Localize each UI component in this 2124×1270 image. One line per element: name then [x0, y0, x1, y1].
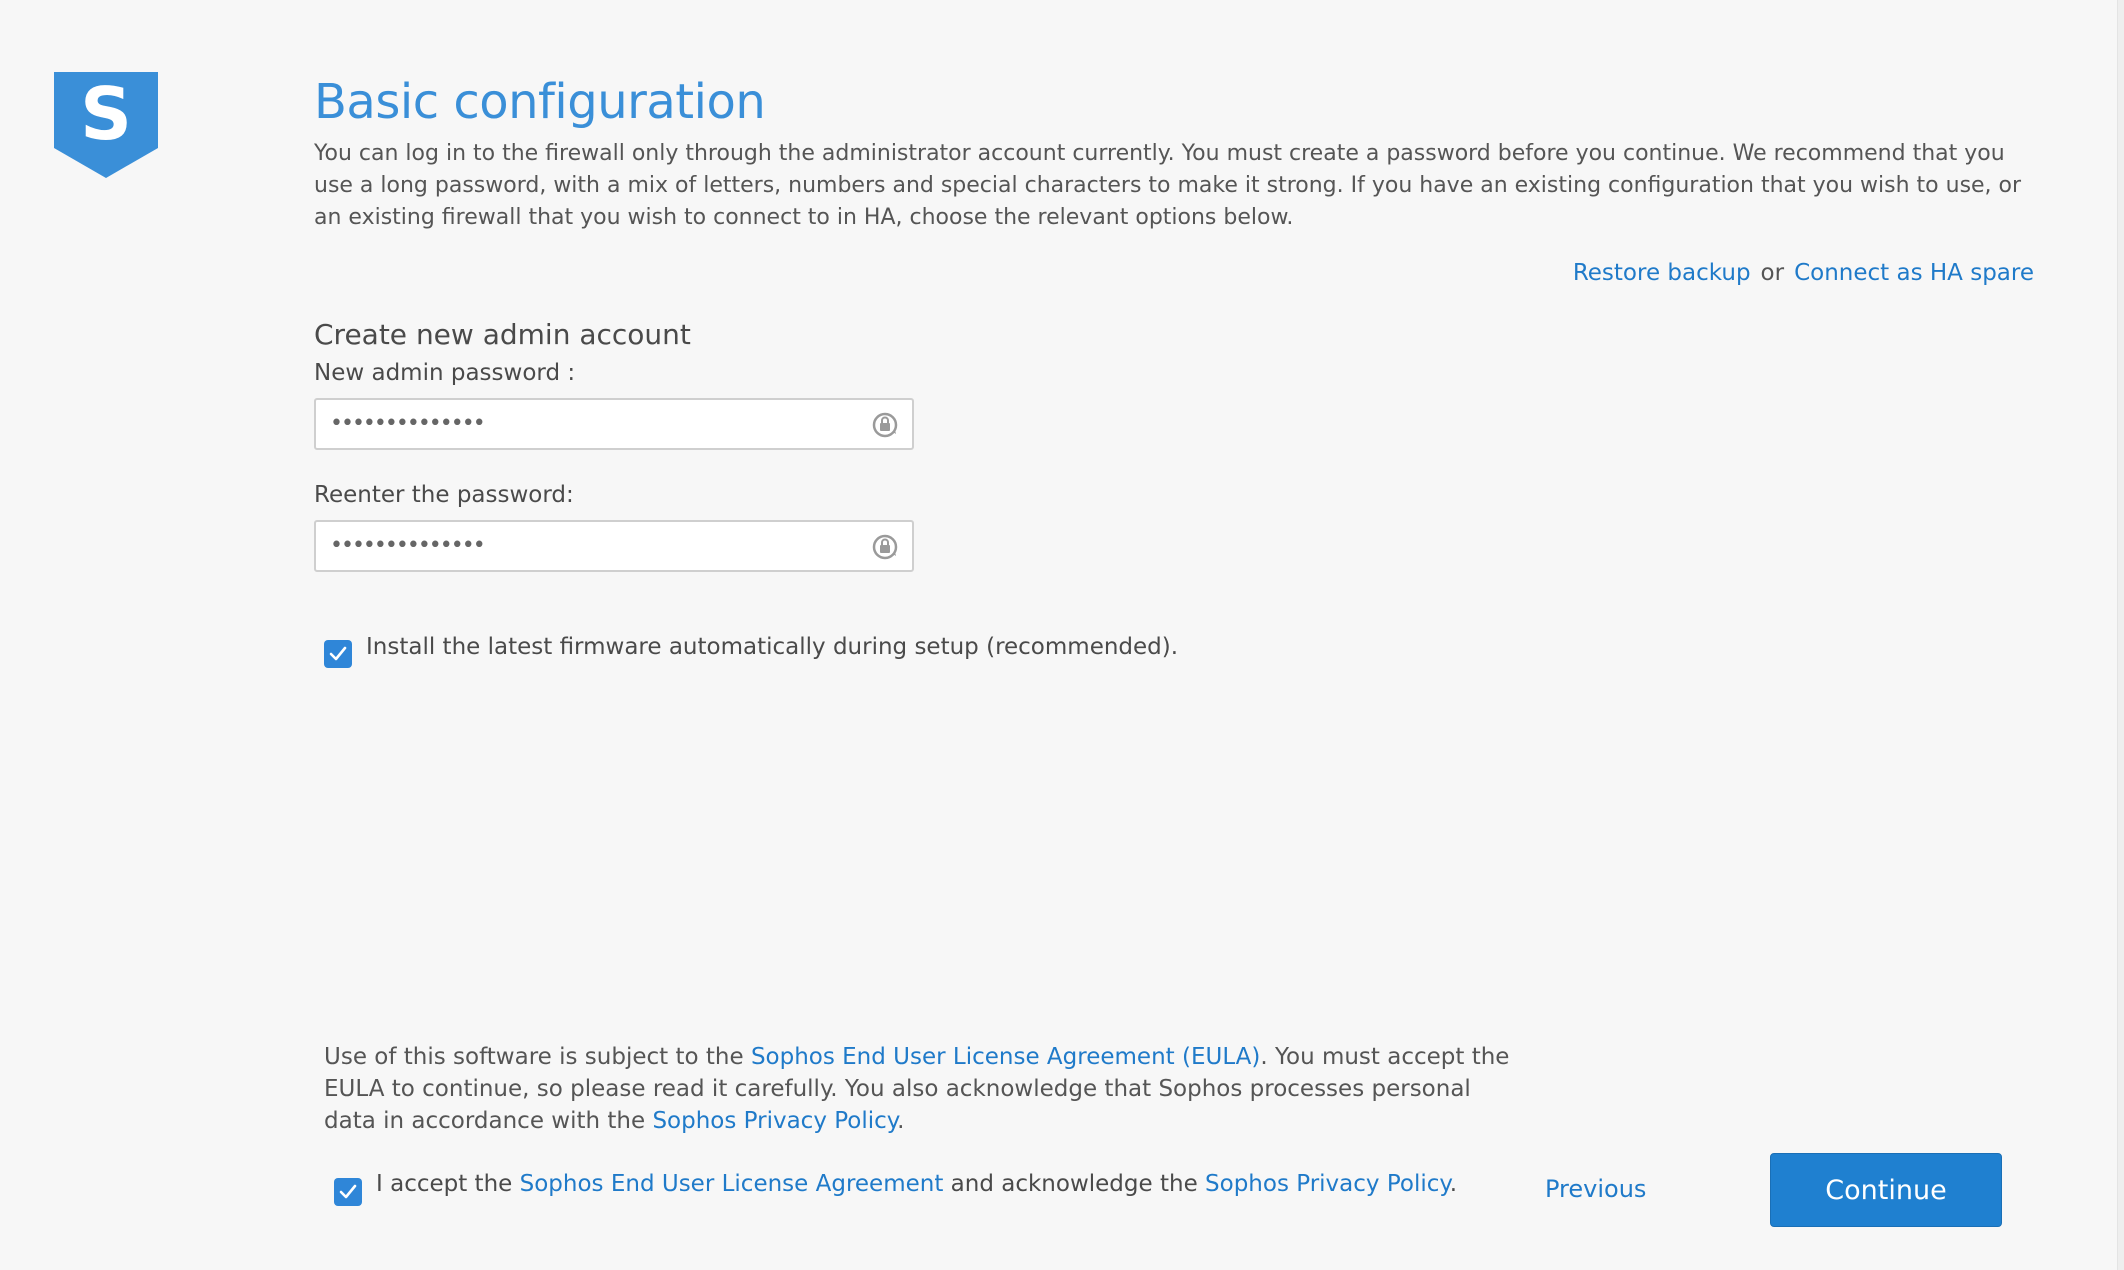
eula-text-part: . — [897, 1108, 905, 1134]
eula-link[interactable]: Sophos End User License Agreement — [519, 1171, 944, 1197]
firmware-label: Install the latest firmware automatically during setup (recommended). — [366, 634, 1179, 660]
alt-options — [1573, 260, 2034, 286]
header-section — [314, 68, 2034, 286]
lock-reveal-icon[interactable] — [870, 532, 900, 562]
reenter-password-input[interactable] — [314, 520, 914, 572]
or-text: or — [1760, 260, 1785, 286]
accept-eula-checkbox[interactable] — [334, 1178, 362, 1206]
logo-letter: S — [80, 72, 132, 156]
firmware-checkbox[interactable] — [324, 640, 352, 668]
continue-button[interactable]: Continue — [1770, 1153, 2002, 1227]
accept-text-part: . — [1449, 1171, 1458, 1197]
eula-link[interactable]: Sophos End User License Agreement (EULA) — [750, 1044, 1261, 1070]
checkmark-icon — [328, 644, 348, 664]
create-admin-heading: Create new admin account — [314, 318, 691, 351]
connect-ha-spare-link[interactable]: Connect as HA spare — [1794, 260, 2034, 286]
scrollbar-track[interactable] — [2117, 0, 2124, 1270]
accept-text-part: and acknowledge the — [943, 1171, 1206, 1197]
new-password-input[interactable] — [314, 398, 914, 450]
reenter-password-value: •••••••••••••• — [330, 533, 484, 558]
privacy-policy-link[interactable]: Sophos Privacy Policy — [652, 1108, 898, 1134]
page-title: Basic configuration — [314, 74, 766, 130]
eula-text-part: . You must accept the EULA to continue, so please read it carefully. You also acknowledge that Sophos processes personal data in accordance with the — [324, 1044, 1510, 1134]
eula-notice — [324, 1041, 1524, 1137]
accept-text-part: I accept the — [376, 1171, 520, 1197]
checkmark-icon — [338, 1182, 358, 1202]
restore-backup-link[interactable]: Restore backup — [1572, 260, 1751, 286]
privacy-policy-link[interactable]: Sophos Privacy Policy — [1205, 1171, 1450, 1197]
eula-text-part: Use of this software is subject to the — [324, 1044, 751, 1070]
accept-eula-label — [376, 1171, 1457, 1197]
new-password-label: New admin password : — [314, 360, 576, 386]
lock-reveal-icon[interactable] — [870, 410, 900, 440]
sophos-logo — [54, 72, 158, 178]
new-password-value: •••••••••••••• — [330, 411, 484, 436]
reenter-password-label: Reenter the password: — [314, 482, 574, 508]
previous-button[interactable]: Previous — [1545, 1175, 1647, 1203]
intro-text: You can log in to the firewall only through the administrator account currently. You must create a password before you continue. We recommend that you use a long password, with a mix of letters, numbers and special characters to make it strong. If you have an existing configuration that you wish to use, or an existing firewall that you wish to connect to in HA, choose the relevant options below. — [314, 141, 2022, 230]
